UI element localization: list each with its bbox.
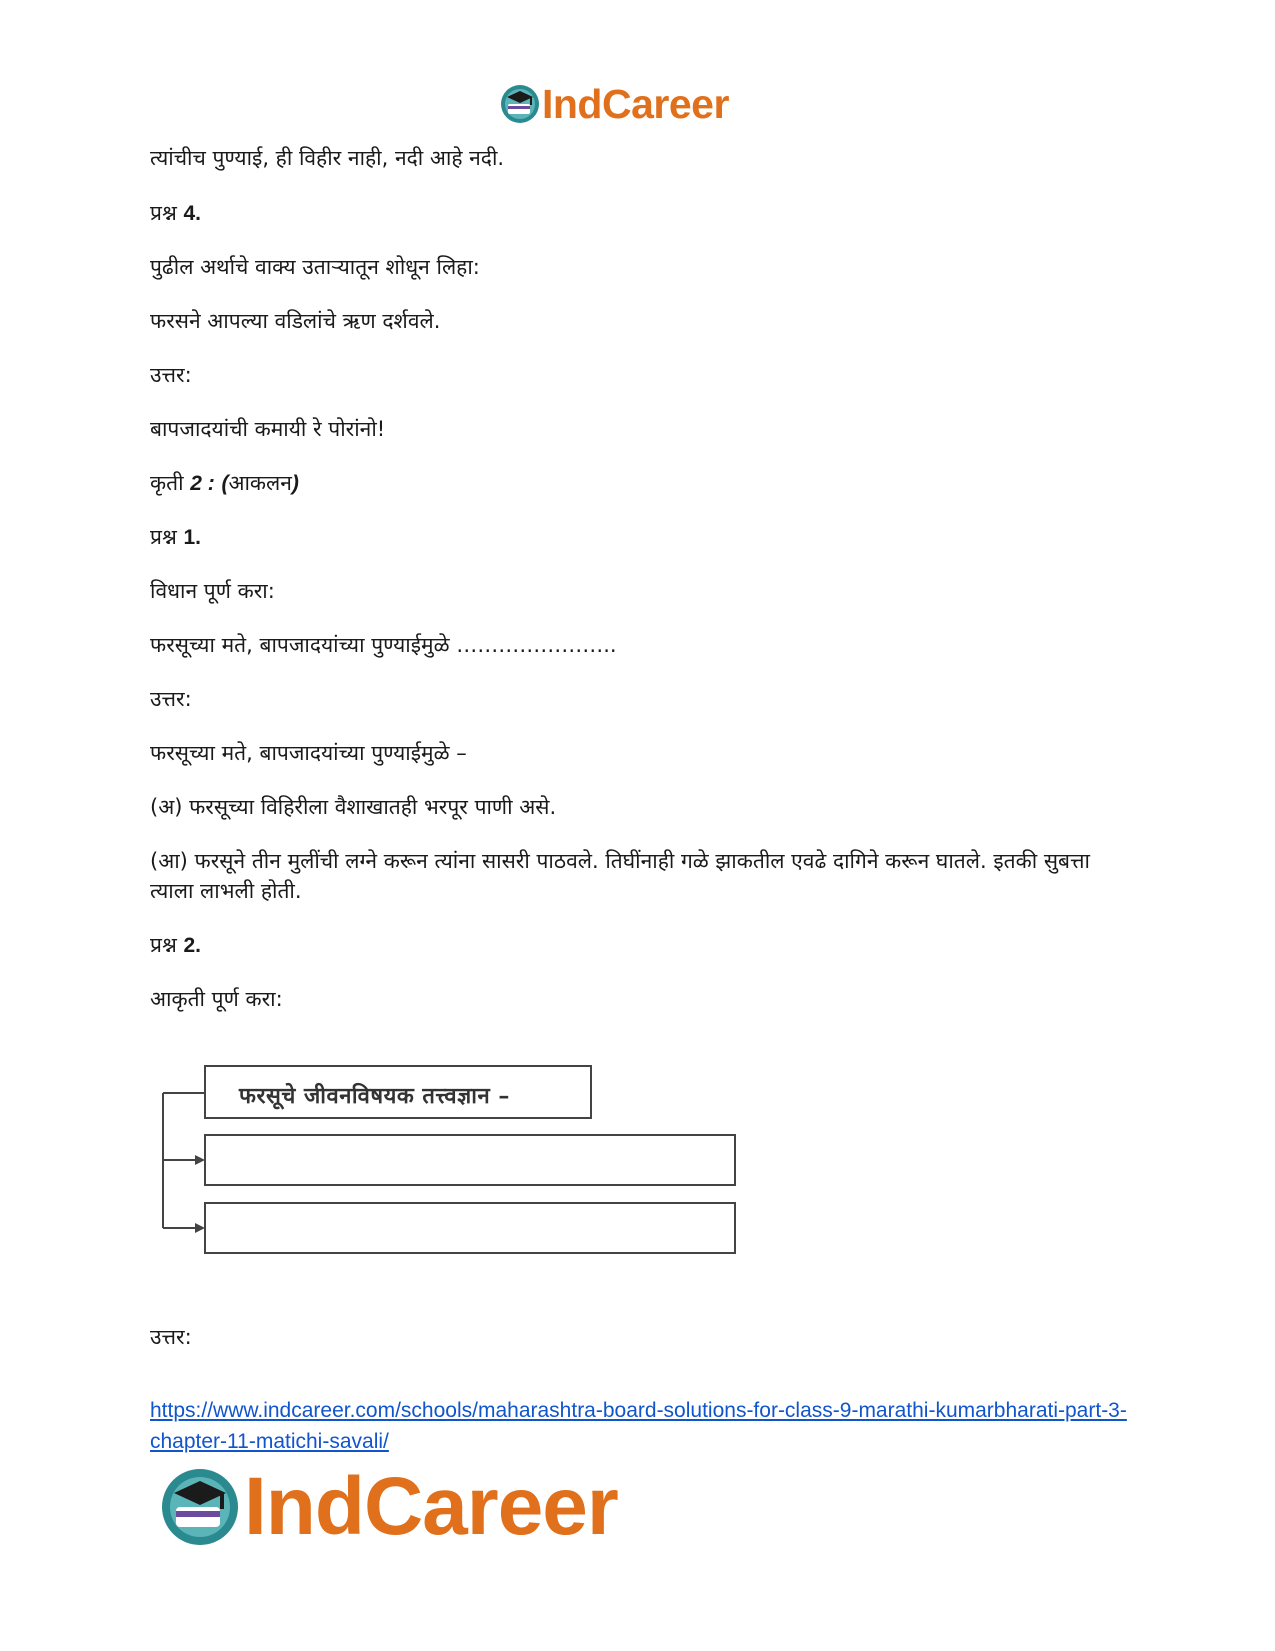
indcareer-logo-bottom — [160, 1462, 618, 1552]
question-heading — [150, 198, 201, 229]
instruction: विधान पूर्ण करा: — [150, 579, 275, 603]
diagram-empty-box-2 — [205, 1203, 735, 1253]
answer-text: बापजादयांची कमायी रे पोरांनो! — [150, 417, 386, 441]
kruti-word: कृती — [150, 471, 184, 495]
question-heading — [150, 930, 201, 961]
question-heading — [150, 522, 201, 553]
answer-label: उत्तर: — [150, 687, 192, 711]
answer-label: उत्तर: — [150, 363, 192, 387]
answer-label: उत्तर: — [150, 1325, 192, 1349]
instruction: आकृती पूर्ण करा: — [150, 987, 283, 1011]
arrow-head-2 — [195, 1223, 205, 1233]
question-number: 2. — [183, 934, 201, 957]
arrow-head-1 — [195, 1155, 205, 1165]
question-number: 1. — [183, 526, 201, 549]
paren-close: ) — [291, 472, 299, 495]
instruction: पुढील अर्थाचे वाक्य उताऱ्यातून शोधून लिहा: — [150, 255, 480, 279]
question-label: प्रश्न — [150, 525, 177, 549]
question-label: प्रश्न — [150, 933, 177, 957]
text-line: त्यांचीच पुण्याई, ही विहीर नाही, नदी आहे नदी. — [150, 146, 505, 170]
graduation-book-icon — [500, 84, 540, 124]
question-number: 4. — [183, 202, 201, 225]
diagram-empty-box-1 — [205, 1135, 735, 1185]
text-line: फरसूच्या मते, बापजादयांच्या पुण्याईमुळे ………………….. — [150, 633, 617, 657]
answer-text: (अ) फरसूच्या विहिरीला वैशाखातही भरपूर पाणी असे. — [150, 795, 557, 819]
answer-text: (आ) फरसूने तीन मुलींची लग्ने करून त्यांना सासरी पाठवले. तिघींनाही गळे झाकतील एवढे दागिने करून घातले. इतकी सुबत्ता त्याला लाभली होती. — [150, 849, 1090, 903]
logo-text: IndCareer — [542, 80, 729, 127]
source-link[interactable]: https://www.indcareer.com/schools/maharashtra-board-solutions-for-class-9-marathi-kumarbharati-part-3-chapter-11-matichi-savali/ — [150, 1399, 1127, 1453]
indcareer-logo-top — [500, 78, 729, 130]
graduation-book-icon — [160, 1467, 240, 1547]
logo-text: IndCareer — [244, 1461, 618, 1552]
kruti-number: 2 : — [190, 472, 215, 495]
paren-open: ( — [221, 472, 229, 495]
question-label: प्रश्न — [150, 201, 177, 225]
kruti-heading — [150, 468, 299, 499]
concept-diagram — [155, 1060, 745, 1270]
text-line: फरसने आपल्या वडिलांचे ऋण दर्शवले. — [150, 309, 441, 333]
kruti-type: आकलन — [228, 471, 292, 495]
diagram-title: फरसूचे जीवनविषयक तत्त्वज्ञान – — [239, 1083, 510, 1109]
answer-text: फरसूच्या मते, बापजादयांच्या पुण्याईमुळे – — [150, 741, 467, 765]
